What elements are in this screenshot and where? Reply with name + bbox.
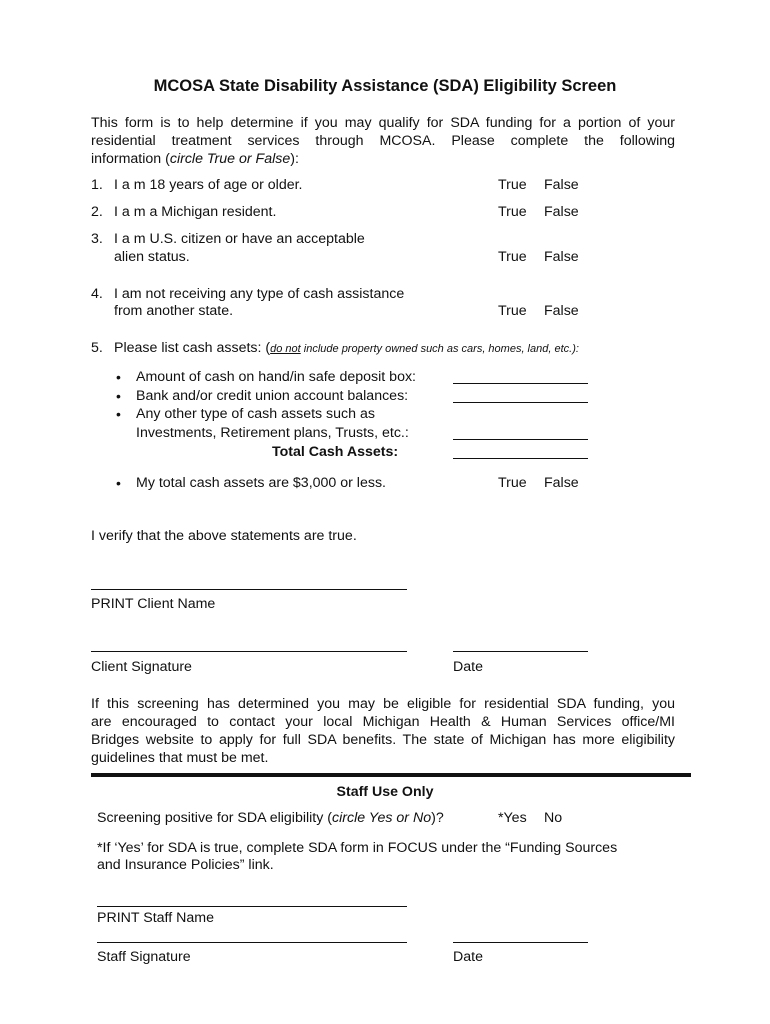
asset-other-field[interactable] — [453, 439, 588, 440]
closing-line-3: Bridges website to apply for full SDA benefits. The state of Michigan has more eligibility — [91, 732, 675, 748]
bullet-icon: • — [116, 475, 121, 491]
item-2-false-option[interactable]: False — [544, 204, 579, 220]
bullet-icon: • — [116, 369, 121, 385]
item-3-text-line-1: I a m U.S. citizen or have an acceptable — [114, 231, 365, 247]
item-4-text-line-2: from another state. — [114, 303, 234, 319]
staff-signature-field[interactable] — [97, 942, 407, 943]
staff-signature-label: Staff Signature — [97, 949, 191, 965]
item-5-text: Please list cash assets: (do not include property owned such as cars, homes, land, etc.): — [114, 340, 579, 356]
bullet-icon: • — [116, 406, 121, 422]
staff-screening-question: Screening positive for SDA eligibility (circle Yes or No)? — [97, 810, 444, 826]
staff-note-line-1: *If ‘Yes’ for SDA is true, complete SDA form in FOCUS under the “Funding Sources — [97, 840, 618, 856]
staff-note-line-2: and Insurance Policies” link. — [97, 857, 274, 873]
asset-other-label-line-1: Any other type of cash assets such as — [136, 406, 375, 422]
page-title: MCOSA State Disability Assistance (SDA) Eligibility Screen — [153, 77, 617, 95]
staff-name-field[interactable] — [97, 906, 407, 907]
item-2-text: I a m a Michigan resident. — [114, 204, 277, 220]
item-3-false-option[interactable]: False — [544, 249, 579, 265]
asset-cash-label: Amount of cash on hand/in safe deposit box: — [136, 369, 416, 385]
closing-line-4: guidelines that must be met. — [91, 750, 269, 766]
closing-paragraph — [91, 695, 675, 767]
item-4-true-option[interactable]: True — [498, 303, 527, 319]
asset-other-label-line-2: Investments, Retirement plans, Trusts, etc.: — [136, 425, 409, 441]
asset-cash-field[interactable] — [453, 383, 588, 384]
item-4-text-line-1: I am not receiving any type of cash assistance — [114, 286, 405, 302]
closing-line-1: If this screening has determined you may be eligible for residential SDA funding, you — [91, 696, 675, 712]
client-date-label: Date — [453, 659, 483, 675]
intro-line-3: information (circle True or False): — [91, 151, 299, 167]
item-2-number: 2. — [91, 204, 103, 220]
client-name-label: PRINT Client Name — [91, 596, 216, 612]
staff-date-field[interactable] — [453, 942, 588, 943]
total-cash-assets-label: Total Cash Assets: — [272, 444, 399, 460]
staff-no-option[interactable]: No — [544, 810, 563, 826]
intro-paragraph — [91, 114, 675, 168]
item-3-number: 3. — [91, 231, 103, 247]
client-signature-label: Client Signature — [91, 659, 192, 675]
closing-line-2: are encouraged to contact your local Michigan Health & Human Services office/MI — [91, 714, 675, 730]
staff-date-label: Date — [453, 949, 483, 965]
item-1-true-option[interactable]: True — [498, 177, 527, 193]
item-1-false-option[interactable]: False — [544, 177, 579, 193]
asset-bank-label: Bank and/or credit union account balances: — [136, 388, 409, 404]
item-3-text-line-2: alien status. — [114, 249, 190, 265]
item-3-true-option[interactable]: True — [498, 249, 527, 265]
staff-name-label: PRINT Staff Name — [97, 910, 214, 926]
intro-line-2: residential treatment services through MCOSA. Please complete the following — [91, 133, 675, 149]
item-1-number: 1. — [91, 177, 103, 193]
item-4-false-option[interactable]: False — [544, 303, 579, 319]
total-cash-assets-field[interactable] — [453, 458, 588, 459]
client-signature-field[interactable] — [91, 651, 407, 652]
intro-line-1: This form is to help determine if you may qualify for SDA funding for a portion of your — [91, 115, 675, 131]
client-name-field[interactable] — [91, 589, 407, 590]
verify-statement: I verify that the above statements are true. — [91, 528, 357, 544]
item-2-true-option[interactable]: True — [498, 204, 527, 220]
item-4-number: 4. — [91, 286, 103, 302]
asset-limit-statement: My total cash assets are $3,000 or less. — [136, 475, 386, 491]
bullet-icon: • — [116, 388, 121, 404]
asset-limit-false-option[interactable]: False — [544, 475, 579, 491]
item-1-text: I a m 18 years of age or older. — [114, 177, 303, 193]
staff-yes-option[interactable]: *Yes — [498, 810, 527, 826]
client-date-field[interactable] — [453, 651, 588, 652]
asset-bank-field[interactable] — [453, 402, 588, 403]
asset-limit-true-option[interactable]: True — [498, 475, 527, 491]
staff-heading: Staff Use Only — [336, 784, 434, 800]
staff-section-divider — [91, 773, 691, 777]
item-5-number: 5. — [91, 340, 103, 356]
